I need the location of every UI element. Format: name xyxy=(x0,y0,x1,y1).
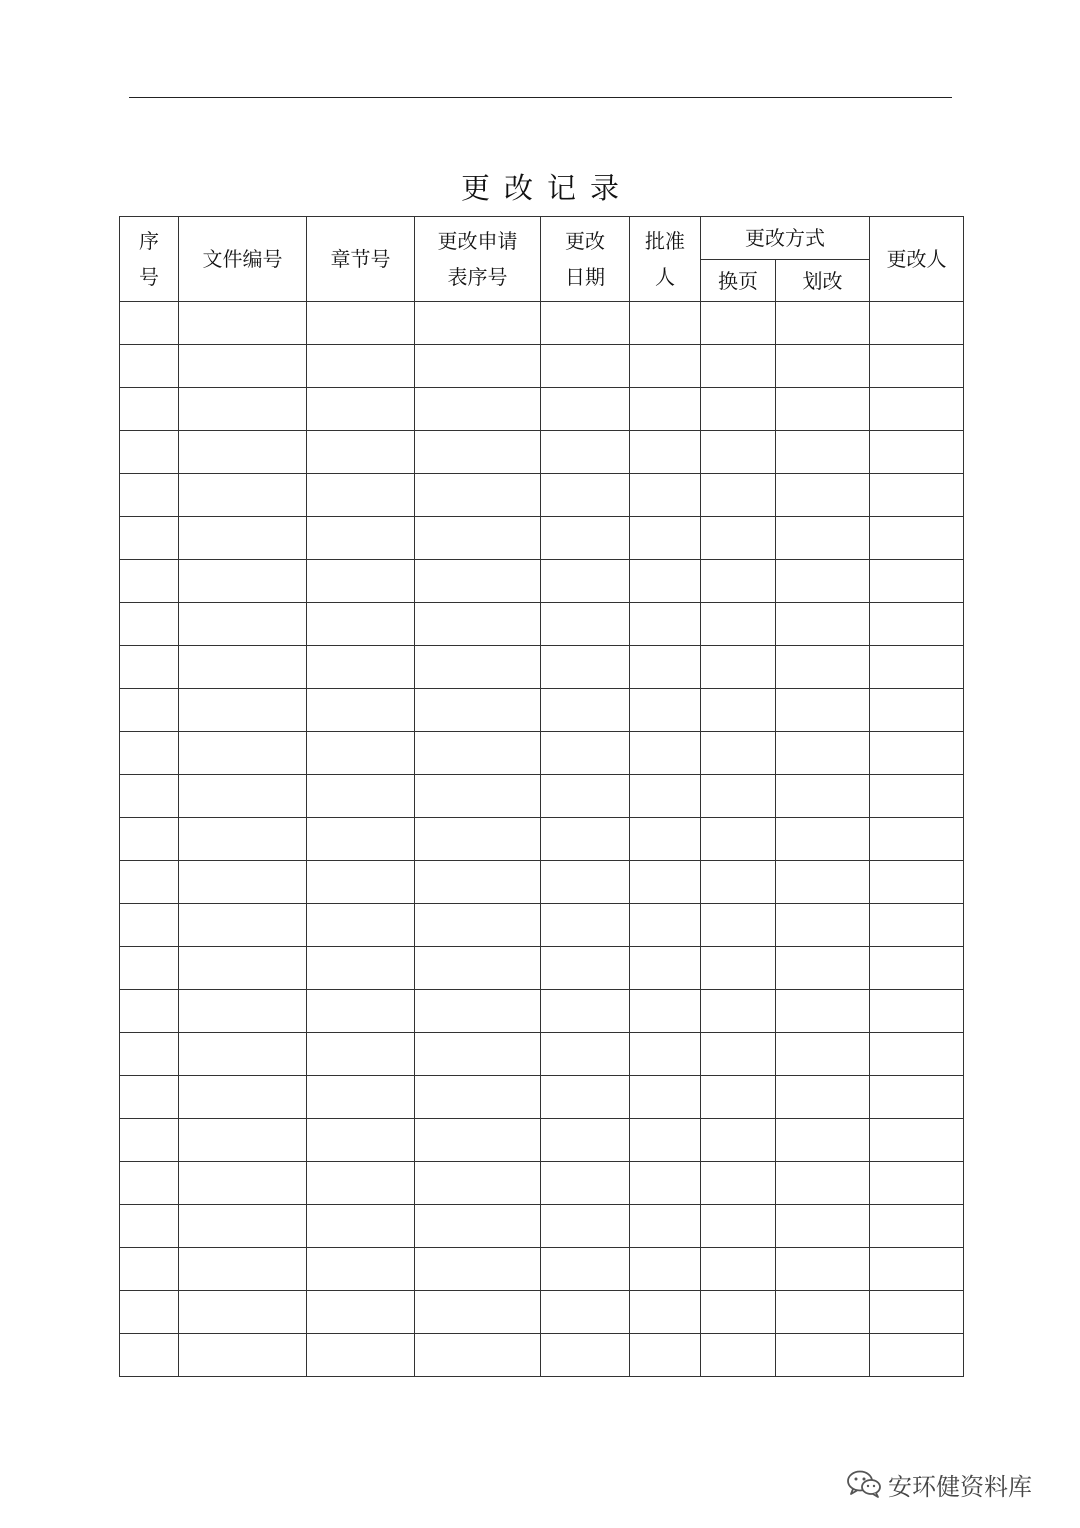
table-cell xyxy=(776,1162,870,1205)
table-cell xyxy=(630,1162,701,1205)
table-cell xyxy=(630,345,701,388)
table-cell xyxy=(776,861,870,904)
table-cell xyxy=(415,1076,541,1119)
table-cell xyxy=(120,732,179,775)
table-cell xyxy=(415,1033,541,1076)
table-row xyxy=(120,818,964,861)
table-cell xyxy=(307,646,415,689)
table-cell xyxy=(870,861,964,904)
table-row xyxy=(120,1291,964,1334)
table-cell xyxy=(120,818,179,861)
table-row xyxy=(120,1119,964,1162)
table-cell xyxy=(870,603,964,646)
table-cell xyxy=(701,990,776,1033)
table-cell xyxy=(701,474,776,517)
table-cell xyxy=(541,732,630,775)
table-cell xyxy=(307,1162,415,1205)
table-row xyxy=(120,603,964,646)
table-cell xyxy=(701,1205,776,1248)
table-cell xyxy=(179,646,307,689)
table-cell xyxy=(179,1334,307,1377)
table-cell xyxy=(179,603,307,646)
table-cell xyxy=(630,431,701,474)
table-cell xyxy=(701,431,776,474)
table-cell xyxy=(179,861,307,904)
table-cell xyxy=(120,431,179,474)
table-cell xyxy=(870,345,964,388)
table-cell xyxy=(541,947,630,990)
table-cell xyxy=(870,1033,964,1076)
table-cell xyxy=(415,1248,541,1291)
table-cell xyxy=(776,388,870,431)
table-cell xyxy=(776,1033,870,1076)
table-cell xyxy=(541,1033,630,1076)
table-cell xyxy=(776,474,870,517)
table-cell xyxy=(541,1248,630,1291)
table-cell xyxy=(120,1205,179,1248)
table-cell xyxy=(415,388,541,431)
table-cell xyxy=(179,1291,307,1334)
table-cell xyxy=(120,603,179,646)
header-method-replace-page: 换页 xyxy=(701,260,776,302)
table-cell xyxy=(701,689,776,732)
table-cell xyxy=(701,861,776,904)
table-cell xyxy=(179,818,307,861)
table-cell xyxy=(776,646,870,689)
table-cell xyxy=(870,474,964,517)
watermark-text: 安环健资料库 xyxy=(888,1472,1032,1501)
table-cell xyxy=(307,1334,415,1377)
table-row xyxy=(120,990,964,1033)
table-cell xyxy=(776,1119,870,1162)
table-row xyxy=(120,431,964,474)
table-cell xyxy=(541,904,630,947)
table-cell xyxy=(307,517,415,560)
table-cell xyxy=(776,517,870,560)
table-cell xyxy=(776,775,870,818)
table-cell xyxy=(630,775,701,818)
table-cell xyxy=(179,1162,307,1205)
table-cell xyxy=(701,603,776,646)
table-cell xyxy=(120,517,179,560)
table-cell xyxy=(307,1076,415,1119)
table-cell xyxy=(776,1076,870,1119)
table-cell xyxy=(541,474,630,517)
table-cell xyxy=(415,603,541,646)
table-cell xyxy=(541,345,630,388)
table-cell xyxy=(541,603,630,646)
table-cell xyxy=(415,990,541,1033)
table-cell xyxy=(630,1076,701,1119)
table-cell xyxy=(307,1291,415,1334)
header-change-method: 更改方式 xyxy=(701,217,870,260)
table-cell xyxy=(701,1162,776,1205)
table-cell xyxy=(630,1119,701,1162)
table-cell xyxy=(307,775,415,818)
table-cell xyxy=(870,818,964,861)
table-cell xyxy=(630,689,701,732)
table-cell xyxy=(179,990,307,1033)
table-cell xyxy=(870,1334,964,1377)
table-cell xyxy=(541,689,630,732)
table-cell xyxy=(541,388,630,431)
header-file-no: 文件编号 xyxy=(179,217,307,302)
table-cell xyxy=(701,947,776,990)
table-cell xyxy=(541,1205,630,1248)
table-cell xyxy=(307,990,415,1033)
table-cell xyxy=(870,1291,964,1334)
table-cell xyxy=(630,1248,701,1291)
header-method-strike: 划改 xyxy=(776,260,870,302)
table-cell xyxy=(120,1334,179,1377)
table-cell xyxy=(870,302,964,345)
table-row xyxy=(120,861,964,904)
table-cell xyxy=(541,1291,630,1334)
header-rule xyxy=(129,97,952,98)
table-row xyxy=(120,947,964,990)
table-cell xyxy=(120,302,179,345)
table-cell xyxy=(776,345,870,388)
table-cell xyxy=(630,990,701,1033)
table-cell xyxy=(179,775,307,818)
table-cell xyxy=(307,560,415,603)
table-cell xyxy=(179,1248,307,1291)
table-cell xyxy=(120,904,179,947)
table-cell xyxy=(541,1334,630,1377)
table-cell xyxy=(870,775,964,818)
header-seq: 序 号 xyxy=(120,217,179,302)
table-cell xyxy=(179,1119,307,1162)
table-cell xyxy=(415,947,541,990)
table-cell xyxy=(630,603,701,646)
table-row xyxy=(120,904,964,947)
table-cell xyxy=(776,732,870,775)
table-cell xyxy=(776,990,870,1033)
table-cell xyxy=(541,990,630,1033)
table-cell xyxy=(415,861,541,904)
table-cell xyxy=(541,861,630,904)
table-cell xyxy=(701,732,776,775)
header-change-date: 更改 日期 xyxy=(541,217,630,302)
change-record-table xyxy=(119,216,964,1377)
table-cell xyxy=(415,1162,541,1205)
table-cell xyxy=(120,474,179,517)
table-row xyxy=(120,1162,964,1205)
table-row xyxy=(120,1248,964,1291)
table-cell xyxy=(120,990,179,1033)
table-cell xyxy=(776,1205,870,1248)
table-cell xyxy=(701,388,776,431)
table-cell xyxy=(701,1119,776,1162)
table-cell xyxy=(630,904,701,947)
table-row xyxy=(120,345,964,388)
header-approver: 批准 人 xyxy=(630,217,701,302)
table-cell xyxy=(630,818,701,861)
table-cell xyxy=(630,861,701,904)
table-cell xyxy=(307,1033,415,1076)
table-cell xyxy=(307,603,415,646)
table-row xyxy=(120,560,964,603)
table-cell xyxy=(630,1033,701,1076)
table-cell xyxy=(630,947,701,990)
table-cell xyxy=(415,560,541,603)
table-cell xyxy=(776,904,870,947)
table-cell xyxy=(179,388,307,431)
table-cell xyxy=(415,474,541,517)
table-cell xyxy=(541,560,630,603)
table-row xyxy=(120,388,964,431)
table-cell xyxy=(870,388,964,431)
table-cell xyxy=(870,517,964,560)
table-cell xyxy=(701,560,776,603)
table-cell xyxy=(179,431,307,474)
table-row xyxy=(120,689,964,732)
table-cell xyxy=(307,1205,415,1248)
table-cell xyxy=(541,1119,630,1162)
table-cell xyxy=(701,904,776,947)
table-cell xyxy=(701,517,776,560)
table-cell xyxy=(179,1205,307,1248)
table-cell xyxy=(415,818,541,861)
table-cell xyxy=(870,1162,964,1205)
table-row xyxy=(120,732,964,775)
table-cell xyxy=(307,474,415,517)
table-cell xyxy=(120,775,179,818)
table-cell xyxy=(776,818,870,861)
table-cell xyxy=(870,904,964,947)
table-cell xyxy=(701,1291,776,1334)
table-cell xyxy=(541,646,630,689)
table-cell xyxy=(541,517,630,560)
table-cell xyxy=(307,818,415,861)
table-cell xyxy=(307,732,415,775)
header-request-no: 更改申请 表序号 xyxy=(415,217,541,302)
table-cell xyxy=(776,431,870,474)
table-cell xyxy=(307,388,415,431)
table-row xyxy=(120,1033,964,1076)
table-cell xyxy=(870,560,964,603)
table-cell xyxy=(630,388,701,431)
table-cell xyxy=(120,646,179,689)
table-cell xyxy=(701,1248,776,1291)
table-cell xyxy=(415,689,541,732)
table-cell xyxy=(120,560,179,603)
table-cell xyxy=(179,474,307,517)
table-cell xyxy=(541,818,630,861)
table-cell xyxy=(630,517,701,560)
table-cell xyxy=(776,689,870,732)
table-cell xyxy=(307,947,415,990)
table-cell xyxy=(870,1248,964,1291)
table-cell xyxy=(415,646,541,689)
table-cell xyxy=(541,431,630,474)
table-cell xyxy=(120,947,179,990)
table-row xyxy=(120,775,964,818)
table-cell xyxy=(870,732,964,775)
table-row xyxy=(120,302,964,345)
table-row xyxy=(120,646,964,689)
table-cell xyxy=(120,1291,179,1334)
table-cell xyxy=(307,861,415,904)
table-cell xyxy=(307,1119,415,1162)
table-row xyxy=(120,474,964,517)
table-cell xyxy=(415,904,541,947)
table-body xyxy=(120,302,964,1377)
table-cell xyxy=(701,1334,776,1377)
table-cell xyxy=(179,1076,307,1119)
table-cell xyxy=(630,646,701,689)
table-cell xyxy=(630,560,701,603)
table-cell xyxy=(776,1248,870,1291)
table-cell xyxy=(701,302,776,345)
table-cell xyxy=(307,904,415,947)
table-row xyxy=(120,517,964,560)
table-row xyxy=(120,1205,964,1248)
table-cell xyxy=(120,689,179,732)
table-cell xyxy=(120,1119,179,1162)
table-cell xyxy=(307,689,415,732)
table-cell xyxy=(415,775,541,818)
page-title: 更改记录 xyxy=(460,171,633,205)
table-cell xyxy=(870,1205,964,1248)
table-cell xyxy=(541,302,630,345)
table-cell xyxy=(415,1119,541,1162)
table-cell xyxy=(541,1162,630,1205)
table-cell xyxy=(415,517,541,560)
table-cell xyxy=(701,1033,776,1076)
table-cell xyxy=(179,904,307,947)
table-cell xyxy=(701,646,776,689)
table-cell xyxy=(120,1033,179,1076)
table-cell xyxy=(870,689,964,732)
table-cell xyxy=(120,861,179,904)
wechat-icon xyxy=(846,1469,882,1499)
table-cell xyxy=(179,302,307,345)
table-cell xyxy=(776,560,870,603)
table-cell xyxy=(179,517,307,560)
table-cell xyxy=(120,1248,179,1291)
table-cell xyxy=(701,345,776,388)
table-cell xyxy=(630,302,701,345)
table-cell xyxy=(776,1334,870,1377)
table-cell xyxy=(701,818,776,861)
table-cell xyxy=(870,431,964,474)
table-cell xyxy=(776,947,870,990)
table-row xyxy=(120,1076,964,1119)
table-cell xyxy=(541,775,630,818)
table-cell xyxy=(120,345,179,388)
table-cell xyxy=(415,1334,541,1377)
header-changer: 更改人 xyxy=(870,217,964,302)
table-cell xyxy=(776,1291,870,1334)
table-cell xyxy=(870,947,964,990)
table-cell xyxy=(415,1291,541,1334)
table-cell xyxy=(415,1205,541,1248)
table-cell xyxy=(776,603,870,646)
table-cell xyxy=(630,732,701,775)
table-cell xyxy=(307,345,415,388)
header-chapter-no: 章节号 xyxy=(307,217,415,302)
table-cell xyxy=(415,345,541,388)
table-cell xyxy=(179,1033,307,1076)
table-cell xyxy=(120,1162,179,1205)
table-cell xyxy=(870,1119,964,1162)
table-cell xyxy=(179,947,307,990)
table-cell xyxy=(415,732,541,775)
table-row xyxy=(120,1334,964,1377)
table-cell xyxy=(630,1334,701,1377)
table-cell xyxy=(870,1076,964,1119)
table-cell xyxy=(179,732,307,775)
table-cell xyxy=(179,689,307,732)
table-cell xyxy=(541,1076,630,1119)
table-cell xyxy=(701,775,776,818)
watermark xyxy=(846,1466,1032,1502)
table-cell xyxy=(415,431,541,474)
table-cell xyxy=(120,1076,179,1119)
table-cell xyxy=(630,1291,701,1334)
table-cell xyxy=(630,474,701,517)
table-cell xyxy=(120,388,179,431)
table-cell xyxy=(179,345,307,388)
table-cell xyxy=(701,1076,776,1119)
table-cell xyxy=(870,990,964,1033)
table-cell xyxy=(179,560,307,603)
table-cell xyxy=(415,302,541,345)
table-cell xyxy=(307,431,415,474)
table-cell xyxy=(776,302,870,345)
table-cell xyxy=(870,646,964,689)
table-cell xyxy=(307,1248,415,1291)
table-cell xyxy=(630,1205,701,1248)
table-cell xyxy=(307,302,415,345)
